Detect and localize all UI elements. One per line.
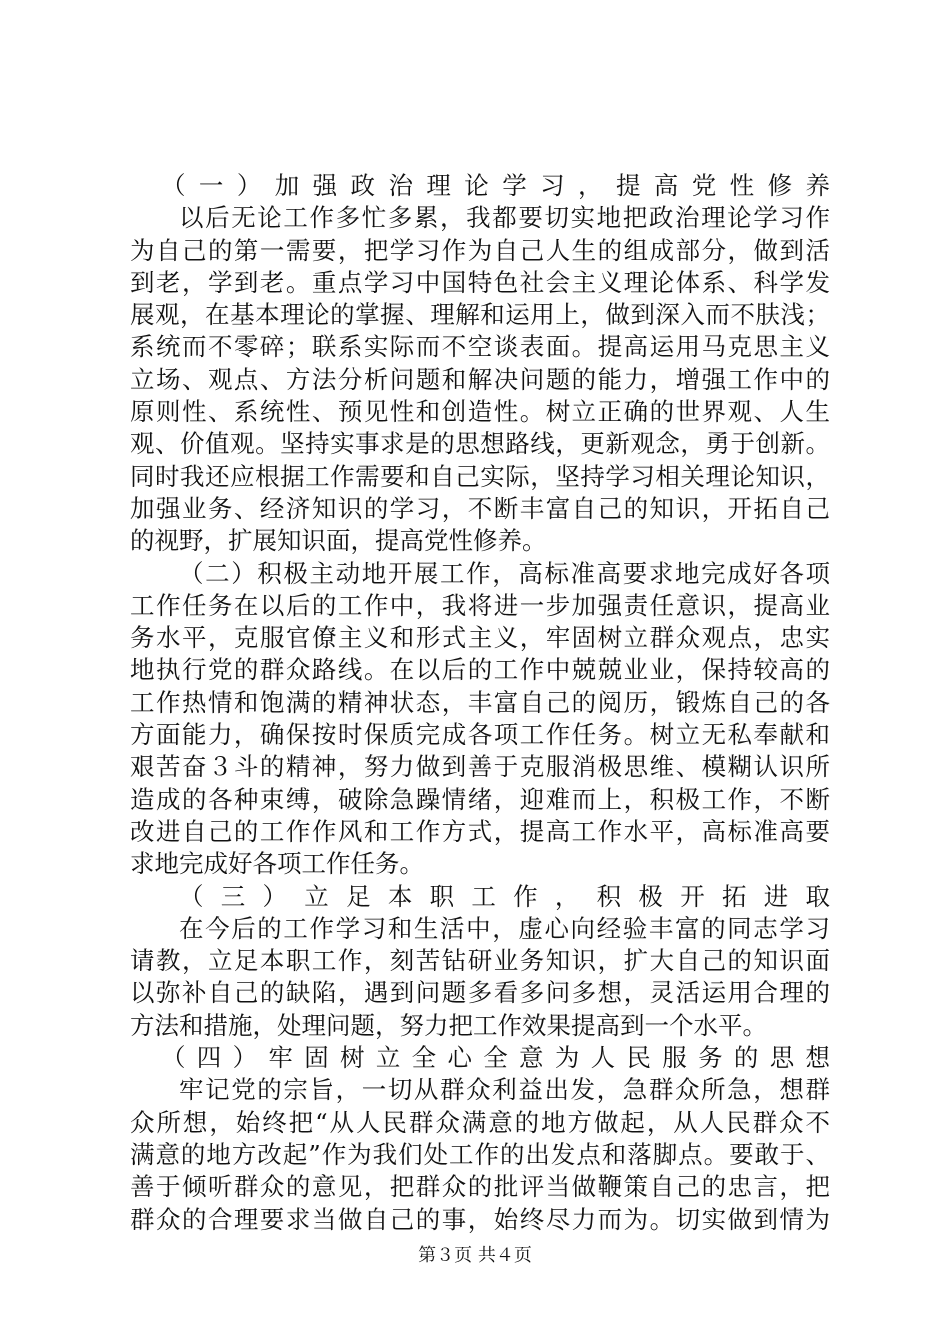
paragraph-line: 工作热情和饱满的精神状态，丰富自己的阅历，锻炼自己的各 [130, 687, 830, 717]
paragraph-line: 群众的合理要求当做自己的事，始终尽力而为。切实做到情为 [130, 1204, 830, 1234]
paragraph-line: 地执行党的群众路线。在以后的工作中兢兢业业，保持较高的 [130, 655, 830, 685]
paragraph-line: 造成的各种束缚，破除急躁情绪，迎难而上，积极工作，不断 [130, 784, 830, 814]
document-body [130, 170, 830, 1236]
paragraph-line: 满意的地方改起”作为我们处工作的出发点和落脚点。要敢于、 [130, 1139, 830, 1169]
paragraph-line: 改进自己的工作作风和工作方式，提高工作水平，高标准高要 [130, 816, 830, 846]
paragraph-line: 观、价值观。坚持实事求是的思想路线，更新观念，勇于创新。 [130, 429, 830, 459]
paragraph-line: 求地完成好各项工作任务。 [130, 849, 424, 879]
paragraph-line: 以弥补自己的缺陷，遇到问题多看多问多想，灵活运用合理的 [130, 978, 830, 1008]
paragraph-line: 牢记党的宗旨，一切从群众利益出发，急群众所急，想群 [179, 1075, 830, 1105]
paragraph-line: 方面能力，确保按时保质完成各项工作任务。树立无私奉献和 [130, 720, 830, 750]
section-heading-1: （一）加强政治理论学习，提高党性修养 [161, 171, 830, 200]
section-heading-2: （二）积极主动地开展工作，高标准高要求地完成好各项 [179, 558, 830, 588]
paragraph-line: 系统而不零碎；联系实际而不空谈表面。提高运用马克思主义 [130, 332, 830, 362]
paragraph-line: 原则性、系统性、预见性和创造性。树立正确的世界观、人生 [130, 397, 830, 427]
page-number-footer: 第３页 共４页 [418, 1245, 532, 1266]
section-heading-3: （三）立足本职工作，积极开拓进取 [179, 881, 830, 911]
paragraph-line: 加强业务、经济知识的学习，不断丰富自己的知识，开拓自己 [130, 493, 830, 523]
paragraph-line: 方法和措施，处理问题，努力把工作效果提高到一个水平。 [130, 1010, 767, 1040]
paragraph-line: 展观，在基本理论的掌握、理解和运用上，做到深入而不肤浅； [130, 300, 830, 330]
paragraph-line: 在今后的工作学习和生活中，虚心向经验丰富的同志学习 [179, 913, 830, 943]
paragraph-line: 工作任务在以后的工作中，我将进一步加强责任意识，提高业 [130, 590, 830, 620]
paragraph-line: 务水平，克服官僚主义和形式主义，牢固树立群众观点，忠实 [130, 623, 830, 653]
paragraph-line: 到老，学到老。重点学习中国特色社会主义理论体系、科学发 [130, 267, 830, 297]
paragraph-line: 为自己的第一需要，把学习作为自己人生的组成部分，做到活 [130, 235, 830, 265]
paragraph-line: 同时我还应根据工作需要和自己实际，坚持学习相关理论知识， [130, 461, 830, 491]
paragraph-line: 的视野，扩展知识面，提高党性修养。 [130, 526, 547, 556]
paragraph-line: 众所想，始终把“从人民群众满意的地方做起，从人民群众不 [130, 1107, 830, 1137]
paragraph-line: 善于倾听群众的意见，把群众的批评当做鞭策自己的忠言，把 [130, 1172, 830, 1202]
paragraph-line: 请教，立足本职工作，刻苦钻研业务知识，扩大自己的知识面 [130, 946, 830, 976]
section-heading-4: （四）牢固树立全心全意为人民服务的思想 [161, 1043, 830, 1073]
paragraph-line: 立场、观点、方法分析问题和解决问题的能力，增强工作中的 [130, 364, 830, 394]
paragraph-line: 以后无论工作多忙多累，我都要切实地把政治理论学习作 [179, 203, 830, 233]
paragraph-line: 艰苦奋３斗的精神，努力做到善于克服消极思维、模糊认识所 [130, 752, 830, 782]
